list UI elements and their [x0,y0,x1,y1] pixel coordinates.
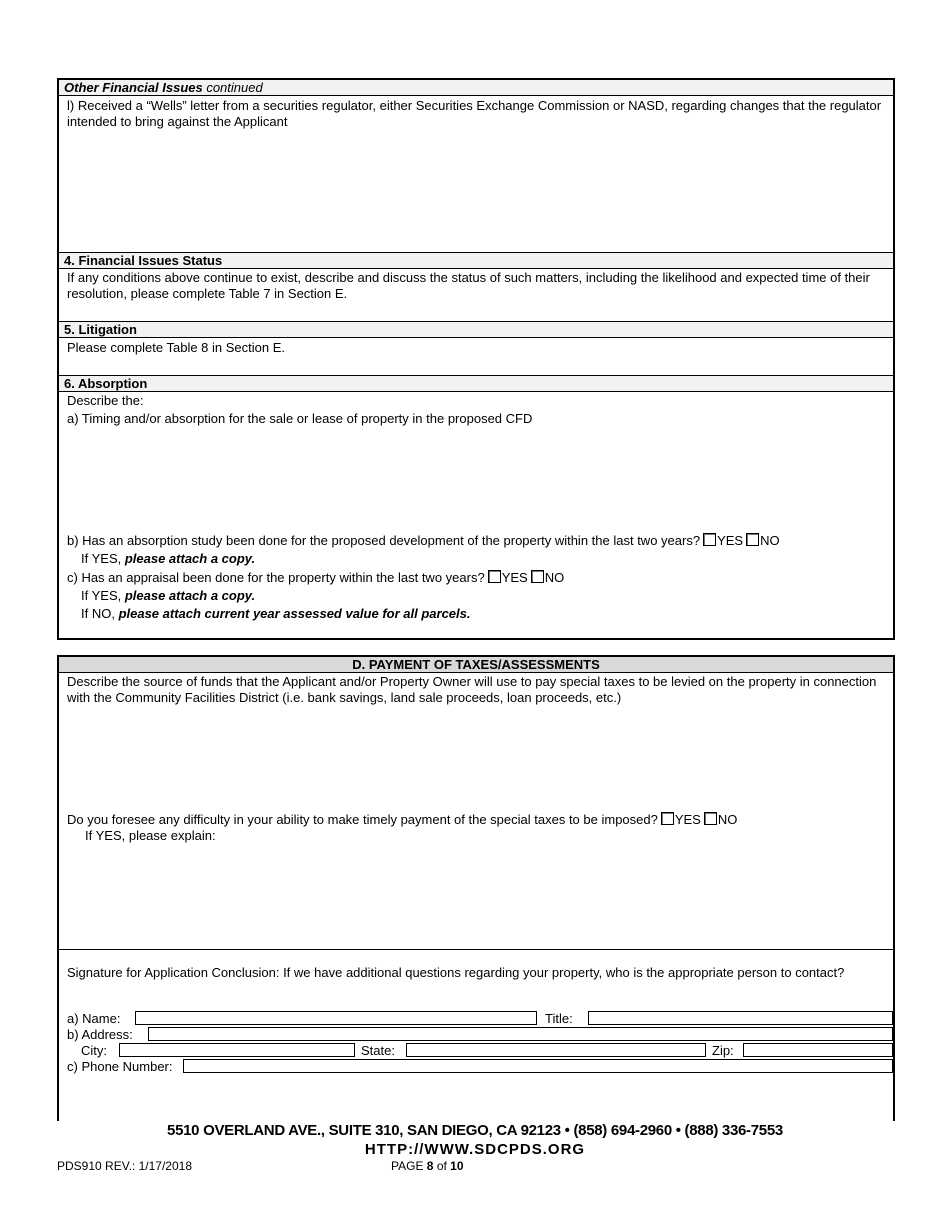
payment-yes-label: YES [674,812,701,827]
footer-address: 5510 OVERLAND AVE., SUITE 310, SAN DIEGO, CA 92123 • (858) 694-2960 • (888) 336-7553 [167,1122,783,1139]
financial-issues-status-header: 4. Financial Issues Status [59,252,893,269]
phone-field[interactable] [183,1059,893,1073]
address-field[interactable] [148,1027,893,1041]
payment-section [57,655,895,1121]
absorption-no-checkbox[interactable] [746,533,759,546]
absorption-item-b-text: b) Has an absorption study been done for the proposed development of the property within the last two years? [67,533,701,548]
state-field[interactable] [406,1043,706,1057]
page-prefix: PAGE [391,1159,427,1173]
absorption-header: 6. Absorption [59,375,893,392]
page-current: 8 [426,1159,434,1173]
payment-no-label: NO [717,812,738,827]
signature-divider [59,949,893,950]
absorption-item-a: a) Timing and/or absorption for the sale or lease of property in the proposed CFD [67,411,533,426]
appraisal-if-yes-instruction: please attach a copy. [124,588,256,603]
signature-text: Signature for Application Conclusion: If we have additional questions regarding your property, who is the appropriate person to contact? [67,965,845,980]
appraisal-if-no-prefix: If NO, [81,606,119,621]
header-bold-italic: Other Financial Issues [64,80,203,95]
absorption-no-label: NO [760,533,780,548]
page-total: 10 [450,1159,464,1173]
appraisal-item-c-text: c) Has an appraisal been done for the property within the last two years? [67,570,485,585]
payment-header: D. PAYMENT OF TAXES/ASSESSMENTS [59,657,893,673]
payment-source-text: Describe the source of funds that the Applicant and/or Property Owner will use to pay special taxes to be levied on the property in connection with the Community Facilities District (i.e. bank savings, land sale proceeds, loan proceeds, etc.) [67,674,877,705]
appraisal-if-no [81,606,470,622]
name-field[interactable] [135,1011,537,1025]
title-label: Title: [545,1011,573,1026]
payment-difficulty-question [67,812,887,828]
state-label: State: [361,1043,395,1058]
title-field[interactable] [588,1011,893,1025]
payment-difficulty-text: Do you foresee any difficulty in your ability to make timely payment of the special taxes to be imposed? [67,812,658,827]
absorption-yes-label: YES [717,533,744,548]
form-revision: PDS910 REV.: 1/17/2018 [57,1159,192,1173]
appraisal-item-c [67,570,887,586]
absorption-if-yes [81,551,255,567]
payment-yes-checkbox[interactable] [661,812,674,825]
city-field[interactable] [119,1043,355,1057]
absorption-if-yes-instruction: please attach a copy. [124,551,256,566]
header-continued: continued [202,80,263,95]
other-financial-issues-header [59,80,893,96]
phone-label: c) Phone Number: [67,1059,173,1074]
appraisal-yes-checkbox[interactable] [488,570,501,583]
appraisal-if-yes [81,588,255,604]
appraisal-if-no-instruction: please attach current year assessed value for all parcels. [118,606,471,621]
appraisal-yes-label: YES [501,570,528,585]
financial-issues-section [57,78,895,640]
name-label: a) Name: [67,1011,121,1026]
absorption-yes-checkbox[interactable] [703,533,716,546]
wells-letter-item: l) Received a “Wells” letter from a securities regulator, either Securities Exchange Commission or NASD, regarding changes that the regulator intended to bring against the Applicant [67,98,882,129]
zip-label: Zip: [712,1043,734,1058]
footer-url[interactable]: HTTP://WWW.SDCPDS.ORG [364,1141,586,1158]
zip-field[interactable] [743,1043,893,1057]
city-label: City: [81,1043,107,1058]
litigation-header: 5. Litigation [59,321,893,338]
appraisal-no-label: NO [544,570,565,585]
appraisal-if-yes-prefix: If YES, [81,588,125,603]
page-number [391,1159,464,1173]
financial-issues-status-text: If any conditions above continue to exist, describe and discuss the status of such matters, including the likelihood and expected time of their resolution, please complete Table 7 in Section E. [67,270,870,301]
appraisal-no-checkbox[interactable] [531,570,544,583]
litigation-text: Please complete Table 8 in Section E. [67,340,286,355]
address-label: b) Address: [67,1027,133,1042]
absorption-item-b [67,533,887,549]
page-of: of [433,1159,451,1173]
payment-explain: If YES, please explain: [85,828,216,843]
payment-no-checkbox[interactable] [704,812,717,825]
absorption-describe: Describe the: [67,393,144,408]
absorption-if-yes-prefix: If YES, [81,551,125,566]
